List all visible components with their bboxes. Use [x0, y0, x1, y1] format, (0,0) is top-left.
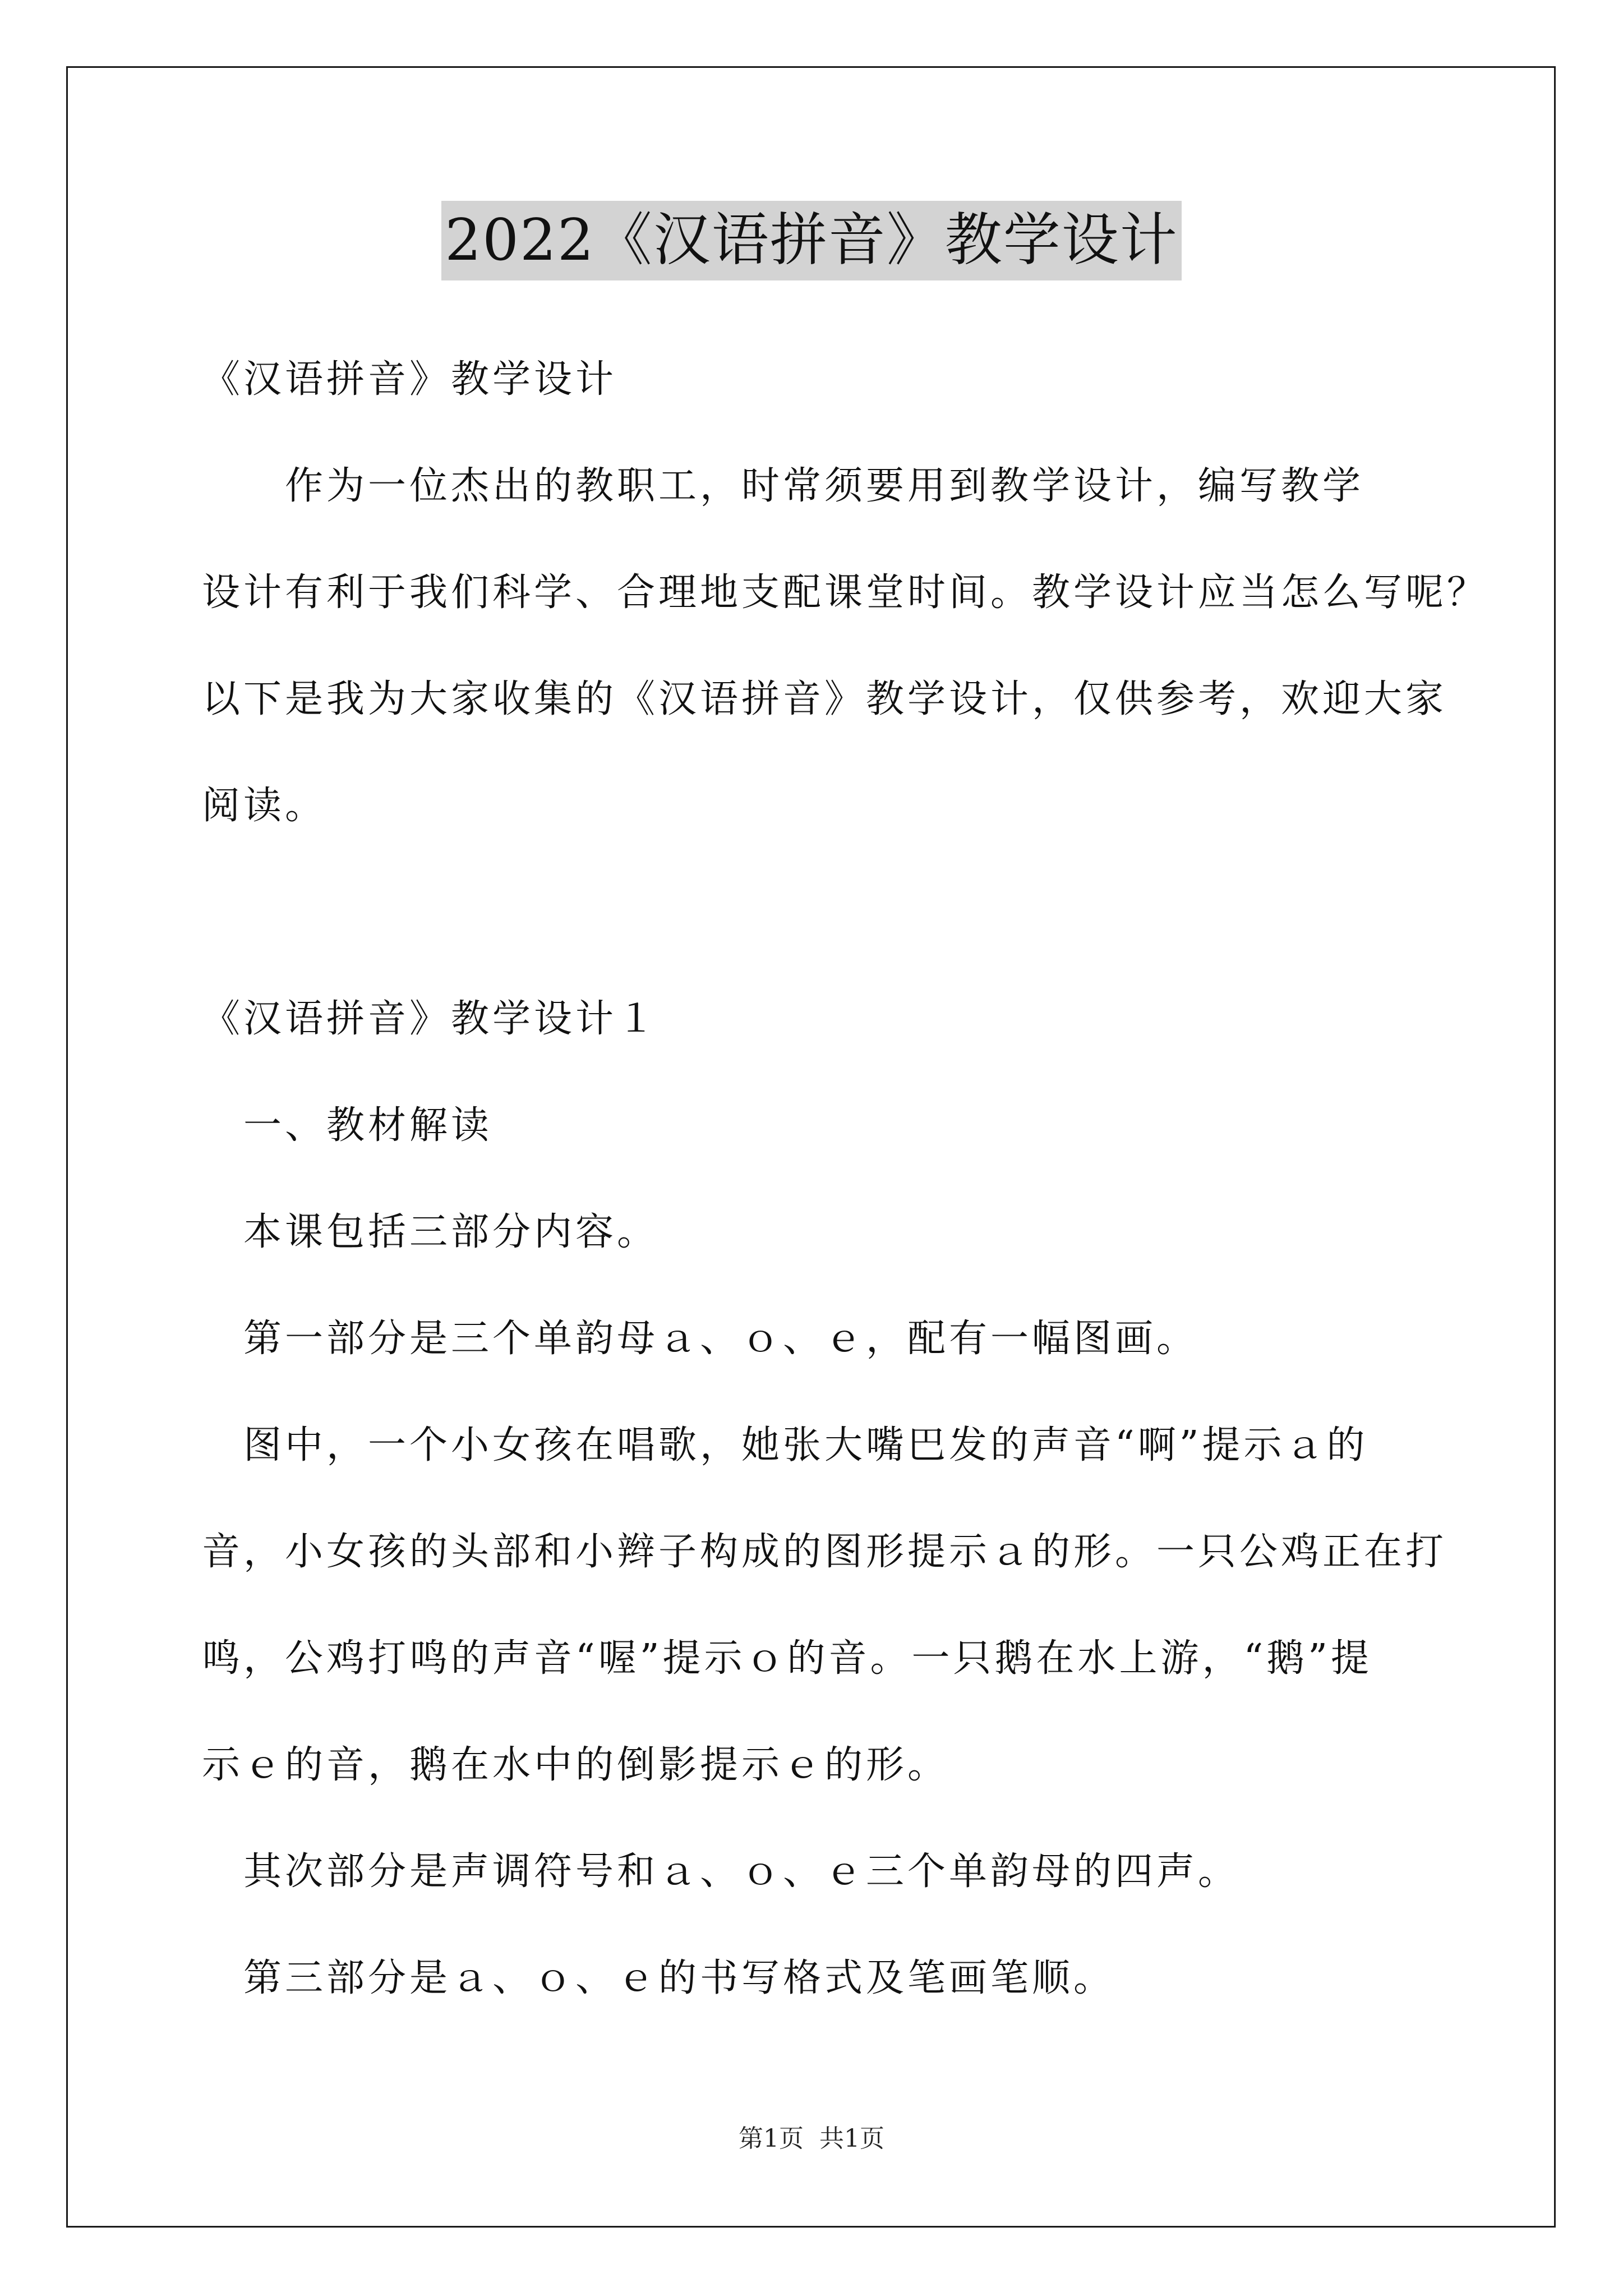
paragraph-line: 以下是我为大家收集的《汉语拼音》教学设计，仅供参考，欢迎大家: [202, 677, 1447, 721]
page-total: 共1页: [819, 2124, 884, 2153]
section-heading: 《汉语拼音》教学设计１: [202, 997, 659, 1041]
page-number: 第1页: [739, 2124, 804, 2153]
paragraph-line: 音，小女孩的头部和小辫子构成的图形提示ａ的形。一只公鸡正在打: [202, 1530, 1447, 1574]
paragraph-line: 阅读。: [202, 784, 327, 828]
paragraph-line: 第三部分是ａ、ｏ、ｅ的书写格式及笔画笔顺。: [202, 1956, 1115, 2000]
paragraph-line: 图中，一个小女孩在唱歌，她张大嘴巴发的声音“啊”提示ａ的: [202, 1423, 1368, 1467]
document-title: 2022《汉语拼音》教学设计: [441, 201, 1182, 280]
paragraph-line: 本课包括三部分内容。: [202, 1210, 659, 1254]
paragraph-line: 示ｅ的音，鹅在水中的倒影提示ｅ的形。: [202, 1743, 949, 1787]
paragraph-line: 第一部分是三个单韵母ａ、ｏ、ｅ，配有一幅图画。: [202, 1317, 1198, 1361]
paragraph-line: 其次部分是声调符号和ａ、ｏ、ｅ三个单韵母的四声。: [202, 1849, 1240, 1894]
subsection-heading: 一、教材解读: [202, 1103, 493, 1148]
subtitle-line: 《汉语拼音》教学设计: [202, 357, 617, 402]
title-container: [0, 201, 1623, 280]
paragraph-line: 设计有利于我们科学、合理地支配课堂时间。教学设计应当怎么写呢？: [202, 570, 1489, 615]
page-footer: [0, 2123, 1623, 2155]
paragraph-line: 鸣，公鸡打鸣的声音“喔”提示ｏ的音。一只鹅在水上游，“鹅”提: [202, 1636, 1373, 1681]
paragraph-line: 作为一位杰出的教职工，时常须要用到教学设计，编写教学: [202, 464, 1364, 508]
